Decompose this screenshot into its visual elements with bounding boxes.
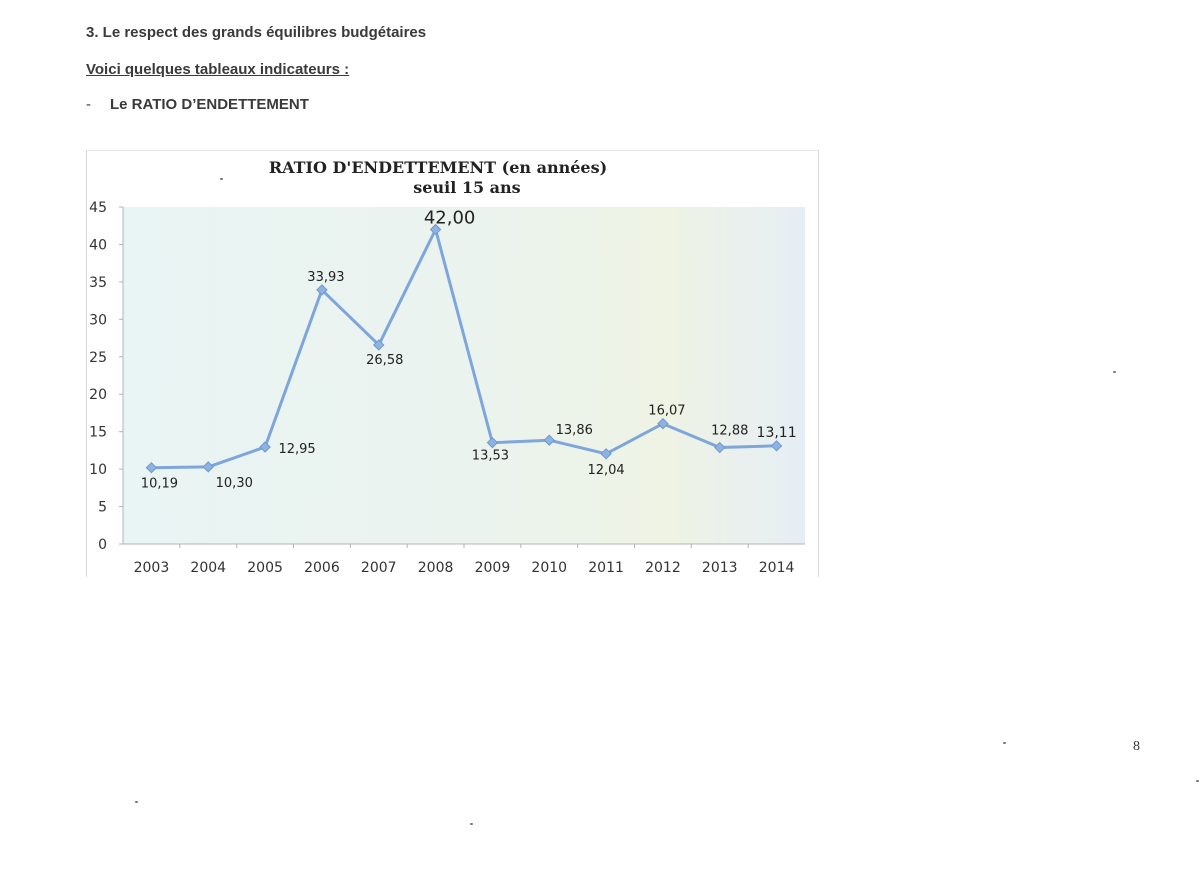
x-tick-label: 2004 xyxy=(190,560,227,576)
data-label: 13,86 xyxy=(555,423,593,439)
scan-speck xyxy=(1113,371,1116,373)
data-label: 10,30 xyxy=(215,475,253,491)
x-tick-label: 2010 xyxy=(531,560,568,576)
scan-speck xyxy=(220,178,223,180)
chart-svg xyxy=(87,151,818,577)
x-tick-label: 2009 xyxy=(474,560,511,576)
y-tick-label: 25 xyxy=(89,349,107,366)
x-tick-label: 2006 xyxy=(304,560,340,576)
data-label: 13,53 xyxy=(471,448,510,464)
section-heading: 3. Le respect des grands équilibres budgétaires xyxy=(86,24,427,41)
x-tick-label: 2014 xyxy=(758,560,795,576)
scan-speck xyxy=(135,801,138,803)
x-tick-label: 2012 xyxy=(645,560,681,576)
y-tick-label: 15 xyxy=(89,424,107,441)
data-label: 16,07 xyxy=(648,403,686,419)
data-label: 33,93 xyxy=(307,269,345,285)
data-label: 26,58 xyxy=(366,352,404,368)
x-tick-label: 2011 xyxy=(588,560,624,576)
intro-line: Voici quelques tableaux indicateurs : xyxy=(86,61,350,78)
x-tick-label: 2008 xyxy=(417,560,454,576)
data-label: 13,11 xyxy=(756,424,797,441)
data-label: 12,95 xyxy=(278,442,316,458)
y-tick-label: 35 xyxy=(89,274,107,291)
plot-area xyxy=(123,207,805,544)
y-tick-label: 10 xyxy=(89,462,107,479)
data-label: 12,04 xyxy=(587,462,625,478)
debt-ratio-chart xyxy=(86,150,819,577)
scan-speck xyxy=(1003,742,1006,744)
chart-subtitle: seuil 15 ans xyxy=(413,178,521,197)
data-label: 12,88 xyxy=(711,423,749,439)
y-tick-label: 20 xyxy=(89,387,107,404)
x-tick-label: 2007 xyxy=(360,560,397,576)
y-tick-label: 5 xyxy=(98,499,107,516)
page-number: 8 xyxy=(1133,739,1140,754)
y-tick-label: 0 xyxy=(98,537,107,553)
scan-speck xyxy=(1196,780,1199,782)
chart-title: RATIO D'ENDETTEMENT (en années) xyxy=(268,158,608,177)
x-tick-label: 2005 xyxy=(247,560,283,576)
data-label: 42,00 xyxy=(423,207,476,229)
y-tick-label: 40 xyxy=(89,237,107,254)
x-tick-label: 2003 xyxy=(133,560,170,576)
data-label: 10,19 xyxy=(140,476,179,492)
bullet-label: Le RATIO D’ENDETTEMENT xyxy=(110,96,309,113)
bullet-item xyxy=(86,96,309,113)
scan-speck xyxy=(470,823,473,825)
x-tick-label: 2013 xyxy=(701,560,738,576)
bullet-dash: - xyxy=(86,96,91,113)
y-tick-label: 30 xyxy=(89,312,107,329)
y-tick-label: 45 xyxy=(89,200,107,216)
